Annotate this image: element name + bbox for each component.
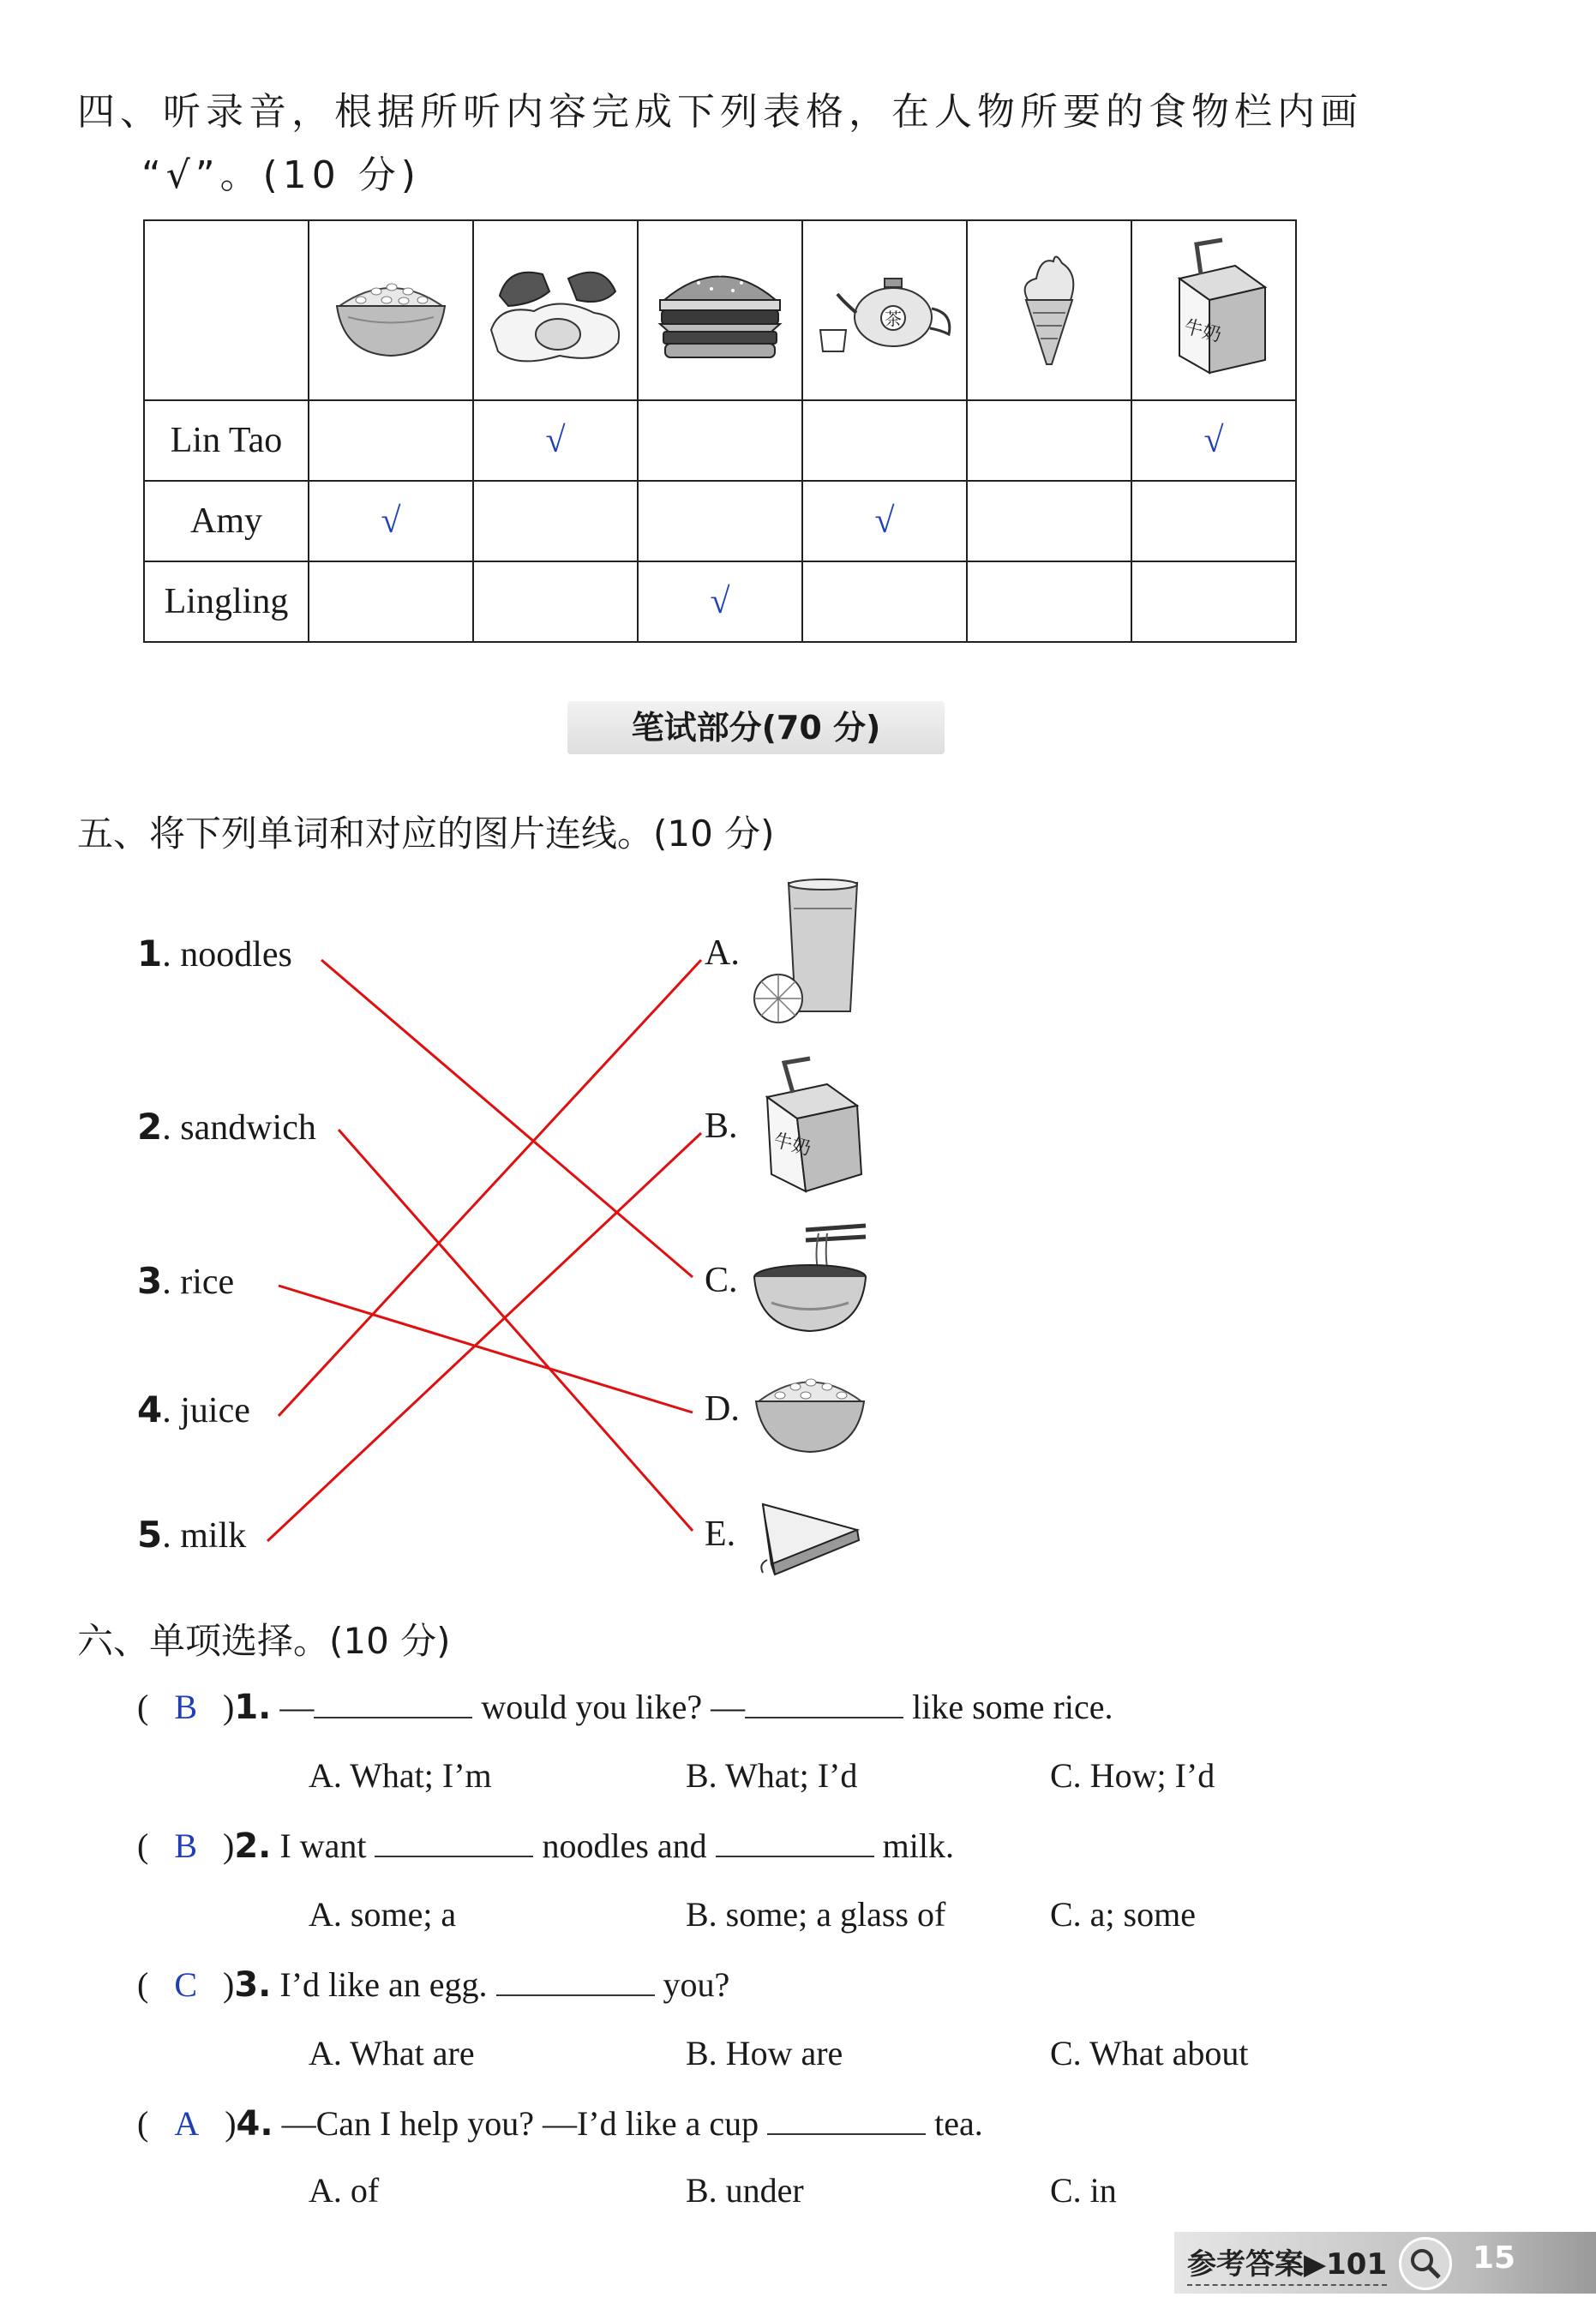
match-line	[321, 960, 693, 1277]
picture-letter: D.	[705, 1389, 740, 1429]
option-c: C. How; I’d	[1050, 1756, 1215, 1795]
section6-title: 六、单项选择。(10 分)	[77, 1620, 451, 1662]
tick-cell: √	[309, 481, 473, 561]
question-row: ( B )2. I want noodles and milk.	[137, 1826, 954, 1866]
option-c: C. What about	[1050, 2034, 1249, 2072]
picture-letter: A.	[705, 933, 740, 973]
row-name: Lingling	[144, 561, 309, 642]
svg-text:茶: 茶	[885, 309, 902, 329]
option-b: B. What; I’d	[686, 1756, 858, 1795]
answer-mark: B	[174, 1826, 198, 1865]
option-c: C. a; some	[1050, 1895, 1196, 1934]
option-a: A. What; I’m	[309, 1756, 492, 1795]
tick-cell: √	[1131, 400, 1296, 481]
question-row: ( A )4. —Can I help you? —I’d like a cup tea.	[137, 2104, 983, 2144]
option-b: B. some; a glass of	[686, 1895, 946, 1934]
option-c: C. in	[1050, 2171, 1117, 2210]
svg-text:牛奶: 牛奶	[771, 1130, 813, 1160]
page-number: 15	[1473, 2240, 1516, 2276]
answer-mark: C	[174, 1965, 198, 2004]
word-item: 4. juice	[137, 1388, 250, 1430]
answer-blank	[375, 1830, 533, 1857]
answer-mark: B	[174, 1688, 198, 1726]
picture-letter: E.	[705, 1514, 736, 1554]
question-row: ( C )3. I’d like an egg. you?	[137, 1965, 730, 2005]
tick-cell: √	[473, 400, 638, 481]
answer-blank	[496, 1969, 655, 1996]
option-b: B. How are	[686, 2034, 843, 2072]
word-item: 3. rice	[137, 1260, 235, 1302]
section4-title-line1: 四、听录音，根据所听内容完成下列表格，在人物所要的食物栏内画	[77, 90, 1363, 134]
tick-cell: √	[802, 481, 967, 561]
answer-blank	[314, 1691, 472, 1718]
picture-letter: B.	[705, 1107, 738, 1146]
section5-title: 五、将下列单词和对应的图片连线。(10 分)	[77, 813, 775, 855]
word-item: 2. sandwich	[137, 1106, 316, 1148]
row-name: Amy	[144, 481, 309, 561]
question-row: ( B )1. — would you like? — like some rice.	[137, 1688, 1113, 1727]
option-a: A. some; a	[309, 1895, 457, 1934]
row-name: Lin Tao	[144, 400, 309, 481]
reference-answer-label: 参考答案▶101	[1187, 2240, 1387, 2286]
word-item: 5. milk	[137, 1514, 247, 1556]
svg-text:牛奶: 牛奶	[1181, 315, 1224, 347]
option-a: A. What are	[309, 2034, 475, 2072]
option-b: B. under	[686, 2171, 804, 2210]
match-line	[279, 960, 701, 1416]
word-item: 1. noodles	[137, 933, 292, 975]
magnifier-icon	[1399, 2237, 1452, 2290]
written-part-banner: 笔试部分(70 分)	[567, 701, 945, 754]
answer-mark: A	[174, 2104, 200, 2143]
answer-blank	[745, 1691, 903, 1718]
answer-blank	[767, 2108, 926, 2135]
picture-letter: C.	[705, 1261, 738, 1300]
answer-blank	[716, 1830, 874, 1857]
option-a: A. of	[309, 2171, 380, 2210]
tick-cell: √	[638, 561, 802, 642]
section4-title-line2: “√”。(10 分)	[141, 153, 421, 197]
